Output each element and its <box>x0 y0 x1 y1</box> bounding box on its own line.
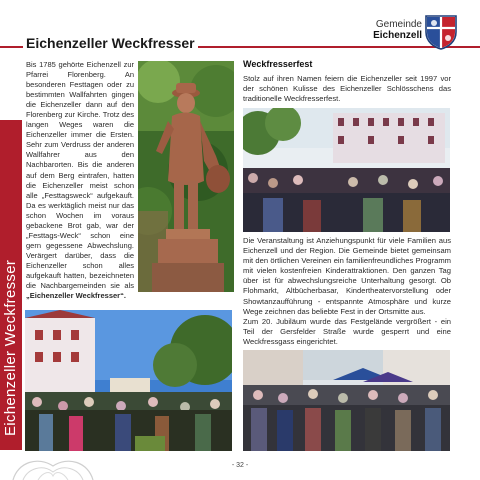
municipality-name: Eichenzell <box>373 30 422 41</box>
jubilee-paragraph: Zum 20. Jubiläum wurde das Festgelände vergrößert - ein Teil der Gersfelder Straße wurde gesperrt und eine Weckfressgass eingerichtet. <box>243 317 451 347</box>
story-text <box>26 60 134 301</box>
festival-crowd-photo <box>243 108 450 232</box>
statue-photo <box>138 61 234 292</box>
side-vertical-title: Eichenzeller Weckfresser <box>2 259 19 436</box>
intro-paragraph: Stolz auf ihren Namen feiern die Eichenzeller seit 1997 vor der schönen Kulisse des Eichenzeller Schlösschens das traditionelle Weckfresserfest. <box>243 74 451 104</box>
page-number: - 32 - <box>231 462 249 469</box>
castle-festival-photo <box>25 310 232 451</box>
story-body: Bis 1785 gehörte Eichenzell zur Pfarrei Florenberg. An besonderen Festtagen oder zu bestimmten Wallfahrten gingen die Eichenzeller dann auf den Florenberg zur Kirche. Trotz des langen Weges waren die Eichenzeller immer die Ersten. Sehr zum Verdruss der anderen Wallfahrer aus den Nachbarorten. Bis die anderen auf dem Berg eintrafen, hatten die Eichenzeller meist schon alle „Festtagsweck“ aufgekauft. Da es werktäglich meist nur das schon Wochen im voraus gebackene Brot gab, war der „Festtags-Weck“ schon eine gern gegessene Abwechslung. Verärgert darüber, dass die Eichenzeller schon alles aufgekauft hatten, bezeichneten die Nachbargemeinden sie als <box>26 60 134 291</box>
story-closing: „Eichenzeller Weckfresser“. <box>26 291 126 301</box>
page-title: Eichenzeller Weckfresser <box>26 35 195 51</box>
section-heading: Weckfresserfest <box>243 59 313 69</box>
header-rule-left <box>0 46 23 48</box>
event-paragraph: Die Veranstaltung ist Anziehungspunkt für viele Familien aus Eichenzell und der Region. Die Gemeinde bietet gemeinsam mit den örtlichen Vereinen ein familienfreundliches Programm mit vielen kostenfreien Kinderattraktionen. Den ganzen Tag über ist für abwechslungsreiche Unterhaltung gesorgt. Ob Flohmarkt, Altbücherbasar, Kindertheatervorstellung oder Showtanzaufführung - entspannte Atmosphäre und kurze Wege zeichnen das beliebte Fest in der Ortsmitte aus. <box>243 236 451 316</box>
street-festival-photo <box>243 350 450 451</box>
municipality-word: Gemeinde <box>375 19 422 30</box>
coat-of-arms-icon <box>424 14 458 50</box>
